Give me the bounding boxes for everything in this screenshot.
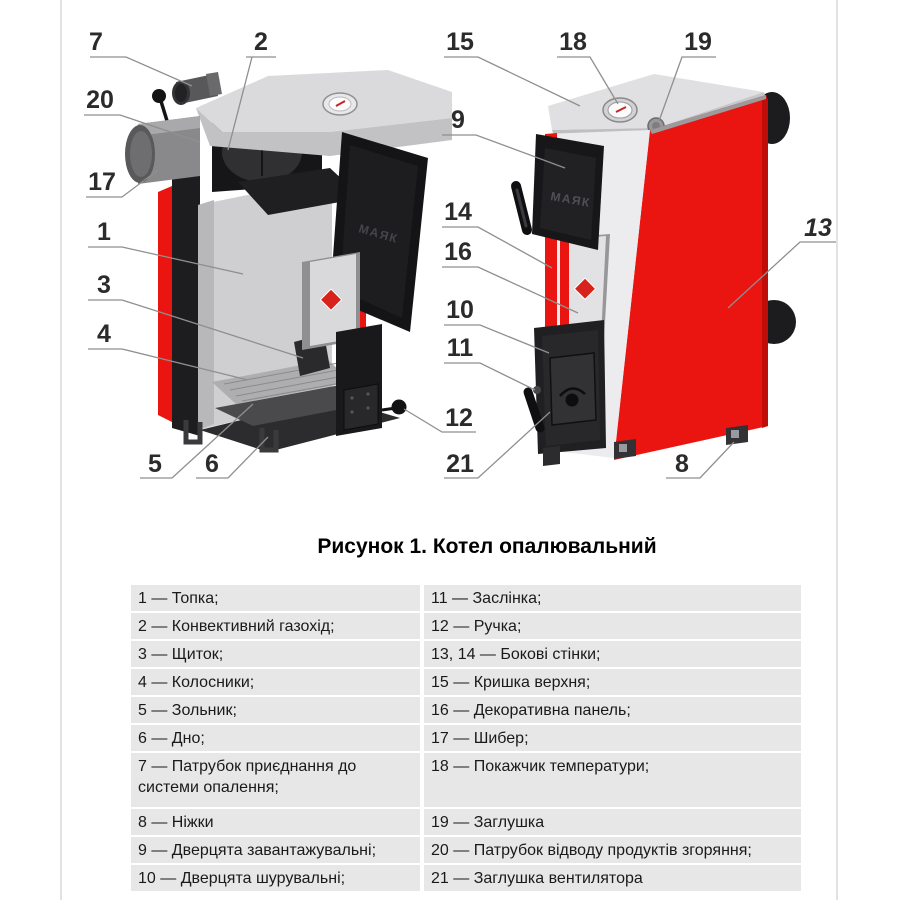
loading-door [516, 134, 604, 250]
boiler-exterior-view [516, 74, 796, 466]
damper-lever [152, 89, 168, 124]
legend-row [131, 865, 801, 891]
callout-number: 7 [89, 28, 103, 56]
legend-table [131, 585, 801, 893]
legend-item: 7 — Патрубок приєднання до системи опалення; [131, 753, 420, 807]
legend-row [131, 837, 801, 863]
legend-item: 21 — Заглушка вентилятора [424, 865, 801, 891]
legend-item: 19 — Заглушка [424, 809, 801, 835]
callout-8 [666, 442, 734, 478]
legend-row [131, 613, 801, 639]
legend-item: 17 — Шибер; [424, 725, 801, 751]
callout-number: 19 [684, 28, 712, 56]
legend-item: 20 — Патрубок відводу продуктів згоряння; [424, 837, 801, 863]
legend-item: 13, 14 — Бокові стінки; [424, 641, 801, 667]
callout-number: 17 [88, 168, 116, 196]
legend-row [131, 641, 801, 667]
legend-item: 15 — Кришка верхня; [424, 669, 801, 695]
legend-row [131, 585, 801, 611]
legend-item: 3 — Щиток; [131, 641, 420, 667]
legend-item: 11 — Заслінка; [424, 585, 801, 611]
brand-text-left: МАЯК [357, 221, 401, 247]
legend-item: 1 — Топка; [131, 585, 420, 611]
callout-number: 13 [804, 214, 832, 242]
callout-number: 8 [675, 450, 689, 478]
door-handle-upper [516, 186, 527, 230]
legend-item: 12 — Ручка; [424, 613, 801, 639]
legend-row [131, 725, 801, 751]
callout-number: 16 [444, 238, 472, 266]
top-hood [196, 70, 452, 156]
callout-number: 14 [444, 198, 472, 226]
callout-number: 15 [446, 28, 474, 56]
callout-number: 20 [86, 86, 114, 114]
callout-number: 4 [97, 320, 111, 348]
legend-item: 5 — Зольник; [131, 697, 420, 723]
callout-number: 12 [445, 404, 473, 432]
handle-knob [382, 400, 407, 415]
legend-row [131, 753, 801, 807]
boiler-cutaway-view [125, 70, 452, 452]
callout-number: 5 [148, 450, 162, 478]
legend-item: 18 — Покажчик температури; [424, 753, 801, 807]
callout-12 [404, 404, 476, 432]
legend-item: 2 — Конвективний газохід; [131, 613, 420, 639]
cutaway-rear-red-edge [158, 186, 172, 422]
callout-number: 21 [446, 450, 474, 478]
stoking-door [528, 320, 606, 454]
temperature-gauge [603, 98, 637, 122]
callout-number: 9 [451, 106, 465, 134]
control-box [336, 324, 407, 436]
legend-item: 16 — Декоративна панель; [424, 697, 801, 723]
legend-item: 9 — Дверцята завантажувальні; [131, 837, 420, 863]
fan-plug-plate [550, 353, 596, 425]
legend-item: 10 — Дверцята шурувальні; [131, 865, 420, 891]
callout-number: 6 [205, 450, 219, 478]
callout-number: 11 [446, 334, 474, 362]
flue-duct [125, 116, 200, 184]
callout-number: 3 [97, 271, 111, 299]
callout-number: 10 [446, 296, 474, 324]
figure-caption: Рисунок 1. Котел опалювальний [317, 535, 657, 558]
callout-7 [89, 28, 192, 86]
callout-number: 1 [97, 218, 111, 246]
legend-row [131, 809, 801, 835]
thermometer-left [323, 93, 357, 115]
legend-row [131, 697, 801, 723]
brand-text-right: МАЯК [549, 189, 592, 211]
callout-number: 2 [254, 28, 268, 56]
legend-item: 6 — Дно; [131, 725, 420, 751]
legend-row [131, 669, 801, 695]
legend-item: 4 — Колосники; [131, 669, 420, 695]
cutaway-section-wall [172, 138, 200, 436]
legend-item: 8 — Ніжки [131, 809, 420, 835]
callout-number: 18 [559, 28, 587, 56]
